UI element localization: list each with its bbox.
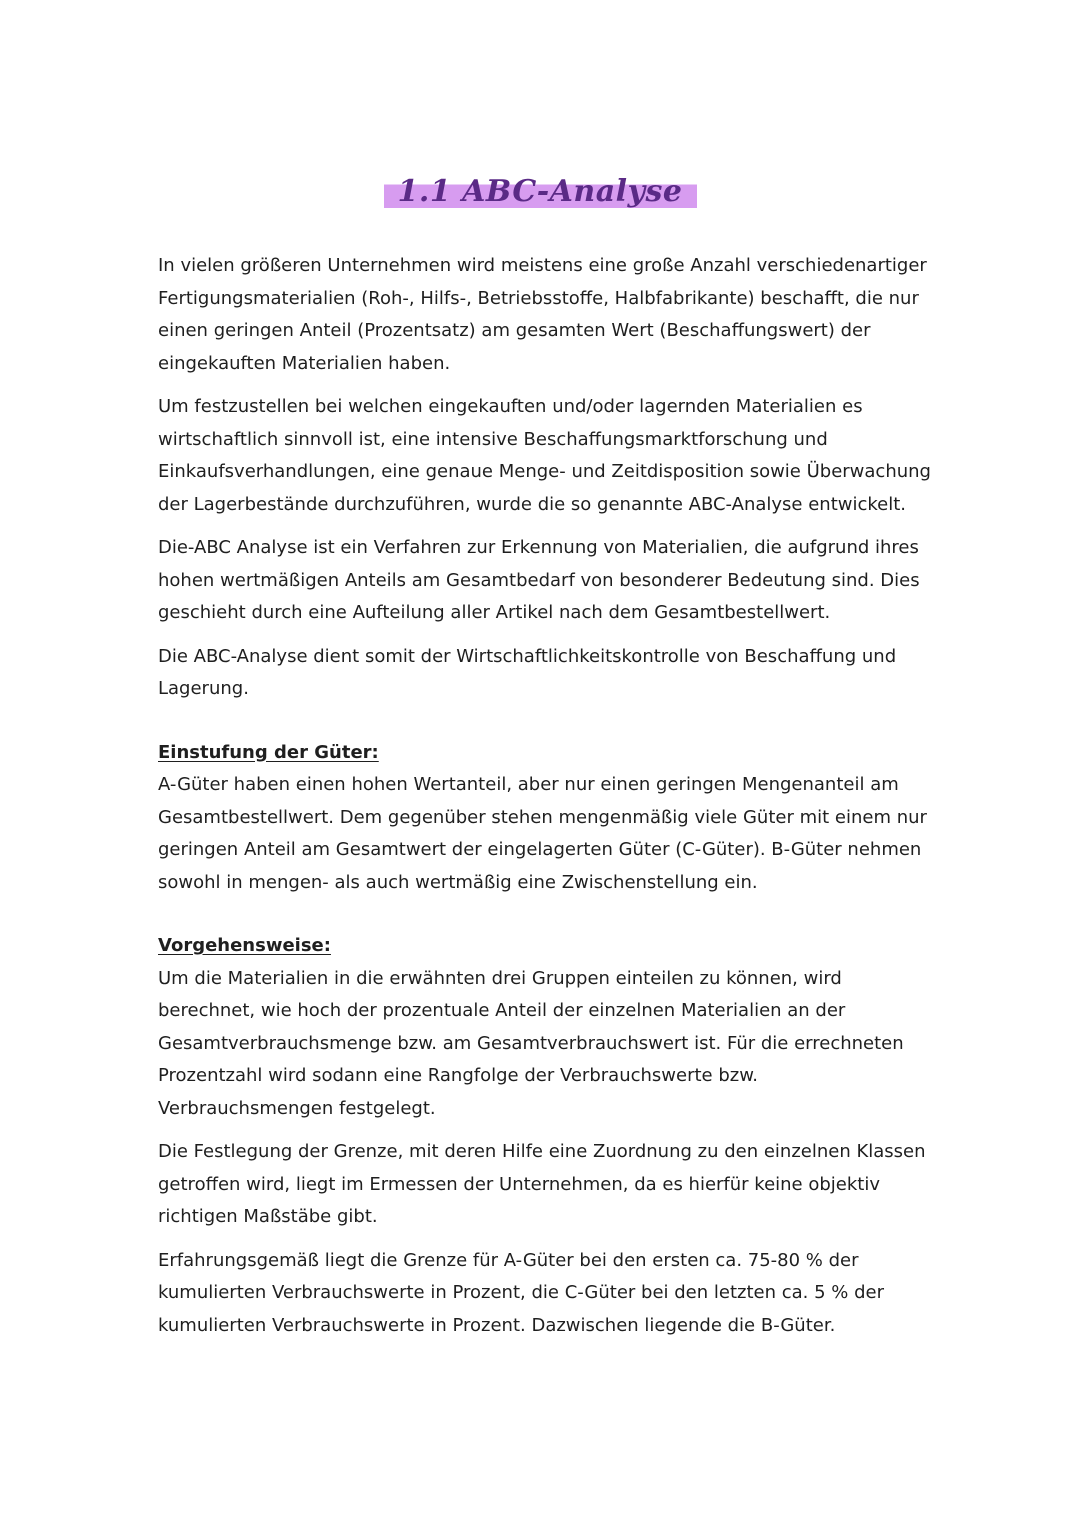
- heading-vorgehensweise: Vorgehensweise:: [158, 935, 331, 956]
- heading-einstufung: Einstufung der Güter:: [158, 741, 379, 763]
- paragraph-purpose: Um festzustellen bei welchen eingekauften und/oder lagernden Materialien es wirtschaftlich sinnvoll ist, eine intensive Beschaffungsmarktforschung und Einkaufsverhandlungen, eine genaue Menge- und Zeitdisposition sowie Überwachung der Lagerbestände durchzuführen, wurde die so genannte ABC-Analyse entwickelt.: [158, 396, 931, 515]
- paragraph-definition: Die-ABC Analyse ist ein Verfahren zur Erkennung von Materialien, die aufgrund ihres hohen wertmäßigen Anteils am Gesamtbedarf von besonderer Bedeutung sind. Dies geschieht durch eine Aufteilung aller Artikel nach dem Gesamtbestellwert.: [158, 537, 920, 623]
- section-spacer: [158, 717, 938, 737]
- document-body: [158, 250, 938, 1353]
- paragraph-intro: In vielen größeren Unternehmen wird meistens eine große Anzahl verschiedenartiger Fertigungsmaterialien (Roh-, Hilfs-, Betriebsstoffe, Halbfabrikante) beschafft, die nur einen geringen Anteil (Prozentsatz) am gesamten Wert (Beschaffungswert) der eingekauften Materialien haben.: [158, 255, 927, 374]
- paragraph-vorgehensweise-1: Um die Materialien in die erwähnten drei Gruppen einteilen zu können, wird berechnet, wie hoch der prozentuale Anteil der einzelnen Materialien an der Gesamtverbrauchsmenge bzw. am Gesamtverbrauchswert ist. Für die errechneten Prozentzahl wird sodann eine Rangfolge der Verbrauchswerte bzw. Verbrauchsmengen festgelegt.: [158, 967, 904, 1119]
- page-title: 1.1 ABC-Analyse: [384, 172, 697, 213]
- title-container: [0, 172, 1080, 213]
- paragraph-einstufung: A-Güter haben einen hohen Wertanteil, aber nur einen geringen Mengenanteil am Gesamtbestellwert. Dem gegenüber stehen mengenmäßig viele Güter mit einem nur geringen Anteil am Gesamtwert der eingelagerten Güter (C-Güter). B-Güter nehmen sowohl in mengen- als auch wertmäßig eine Zwischenstellung ein.: [158, 774, 927, 893]
- paragraph-summary: Die ABC-Analyse dient somit der Wirtschaftlichkeitskontrolle von Beschaffung und Lagerung.: [158, 645, 897, 699]
- paragraph-vorgehensweise-3: Erfahrungsgemäß liegt die Grenze für A-Güter bei den ersten ca. 75-80 % der kumulierten Verbrauchswerte in Prozent, die C-Güter bei den letzten ca. 5 % der kumulierten Verbrauchswerte in Prozent. Dazwischen liegende die B-Güter.: [158, 1249, 884, 1336]
- section-spacer: [158, 910, 938, 930]
- paragraph-vorgehensweise-2: Die Festlegung der Grenze, mit deren Hilfe eine Zuordnung zu den einzelnen Klassen getroffen wird, liegt im Ermessen der Unternehmen, da es hierfür keine objektiv richtigen Maßstäbe gibt.: [158, 1141, 926, 1227]
